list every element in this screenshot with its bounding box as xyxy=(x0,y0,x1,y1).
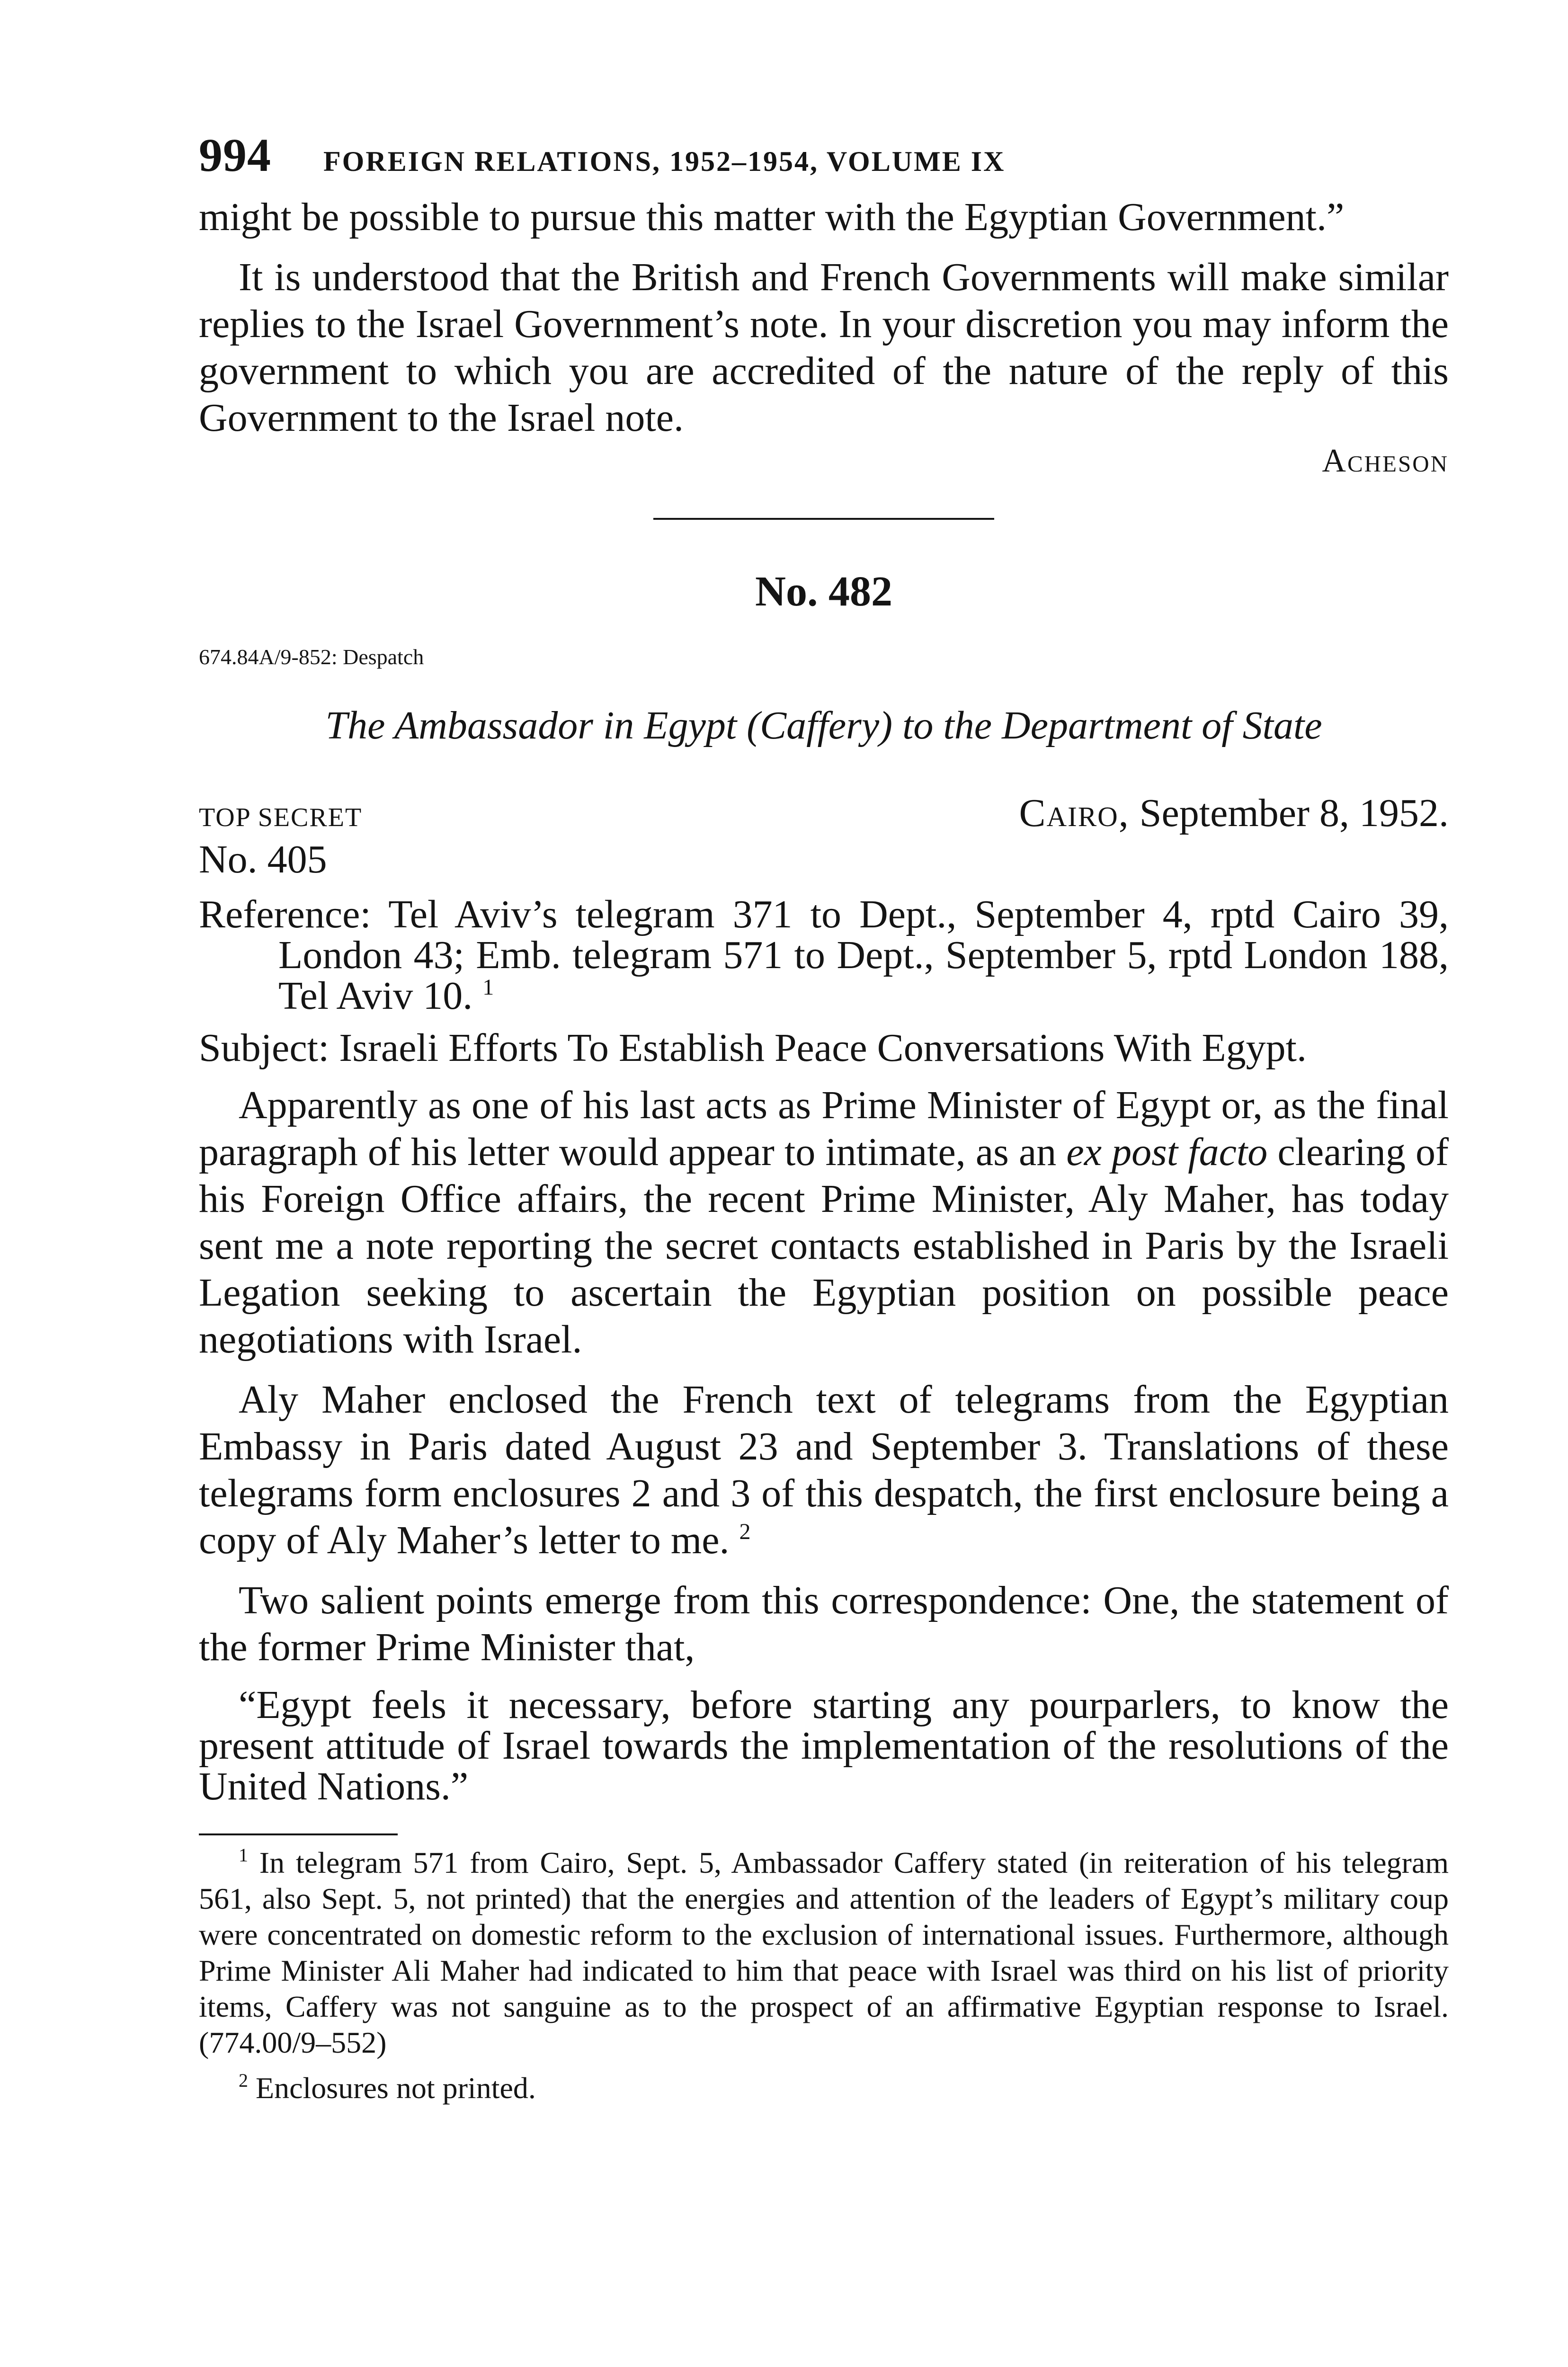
page-number: 994 xyxy=(199,129,271,181)
section-divider xyxy=(653,518,994,520)
place: Cairo, xyxy=(1019,791,1130,835)
despatch-number: No. 405 xyxy=(199,837,327,881)
date: September 8, 1952. xyxy=(1139,791,1449,835)
footnote-ref-2[interactable]: 2 xyxy=(739,1519,751,1544)
body-paragraph-1 xyxy=(199,1082,1449,1363)
footnote-ref-1[interactable]: 1 xyxy=(482,975,494,1000)
carryover-paragraph: might be possible to pursue this matter with the Egyptian Government.” xyxy=(199,195,1345,239)
closing-paragraph: It is understood that the British and French Governments will make similar replies to the Israel Government’s note. In your discretion you may inform the government to which you are accredited of the nature of the reply of this Government to the Israel note. xyxy=(199,255,1449,440)
body-paragraph-2 xyxy=(199,1376,1449,1564)
classification-row xyxy=(199,790,1449,836)
signature: Acheson xyxy=(1322,443,1449,479)
p1-before: Apparently as one of his last acts as Prime Minister of Egypt or, as the final paragraph of his letter would appear to intimate, as an xyxy=(199,1083,1449,1174)
document-number: No. 482 xyxy=(755,568,892,615)
p2-text: Aly Maher enclosed the French text of telegrams from the Egyptian Embassy in Paris dated August 23 and September 3. Translations of these telegrams form enclosures 2 and 3 of this despatch, the first enclosure being a copy of Aly Maher’s letter to me. xyxy=(199,1378,1449,1562)
document-page xyxy=(199,128,1449,2106)
document-heading: The Ambassador in Egypt (Caffery) to the Department of State xyxy=(325,703,1322,747)
footnote-2-text: Enclosures not printed. xyxy=(256,2071,536,2105)
footnote-1-mark: 1 xyxy=(239,1844,248,1866)
block-quote: “Egypt feels it necessary, before starting any pourparlers, to know the present attitude of Israel towards the implementation of the resolutions of the United Nations.” xyxy=(199,1683,1449,1808)
running-head xyxy=(199,128,1449,182)
p1-after: clearing of his Foreign Office affairs, the recent Prime Minister, Aly Maher, has today sent me a note reporting the secret contacts established in Paris by the Israeli Legation seeking to ascertain the Egyptian position on possible peace negotiations with Israel. xyxy=(199,1130,1449,1361)
footnote-2 xyxy=(199,2070,1449,2106)
place-date xyxy=(1019,790,1449,836)
file-reference: 674.84A/9-852: Despatch xyxy=(199,645,424,669)
footnote-1-text: In telegram 571 from Cairo, Sept. 5, Ambassador Caffery stated (in reiteration of his telegram 561, also Sept. 5, not printed) that the energies and attention of the leaders of Egypt’s military coup were concentrated on domestic reform to the exclusion of international issues. Furthermore, although Prime Minister Ali Maher had indicated to him that peace with Israel was third on his list of priority items, Caffery was not sanguine as to the prospect of an affirmative Egyptian response to Israel. (774.00/9–552) xyxy=(199,1846,1449,2059)
reference-text: Reference: Tel Aviv’s telegram 371 to Dept., September 4, rptd Cairo 39, London 43; Emb. telegram 571 to Dept., September 5, rptd London 188, Tel Aviv 10. xyxy=(199,892,1449,1018)
p1-italic: ex post facto xyxy=(1066,1130,1268,1174)
reference-line xyxy=(199,894,1449,1016)
classification-label: TOP SECRET xyxy=(199,803,363,832)
footnote-1 xyxy=(199,1845,1449,2061)
subject-line: Subject: Israeli Efforts To Establish Peace Conversations With Egypt. xyxy=(199,1026,1307,1070)
footnote-divider xyxy=(199,1833,398,1835)
footnote-2-mark: 2 xyxy=(239,2070,248,2091)
running-title: FOREIGN RELATIONS, 1952–1954, VOLUME IX xyxy=(323,146,1006,177)
body-paragraph-3: Two salient points emerge from this correspondence: One, the statement of the former Prime Minister that, xyxy=(199,1578,1449,1669)
